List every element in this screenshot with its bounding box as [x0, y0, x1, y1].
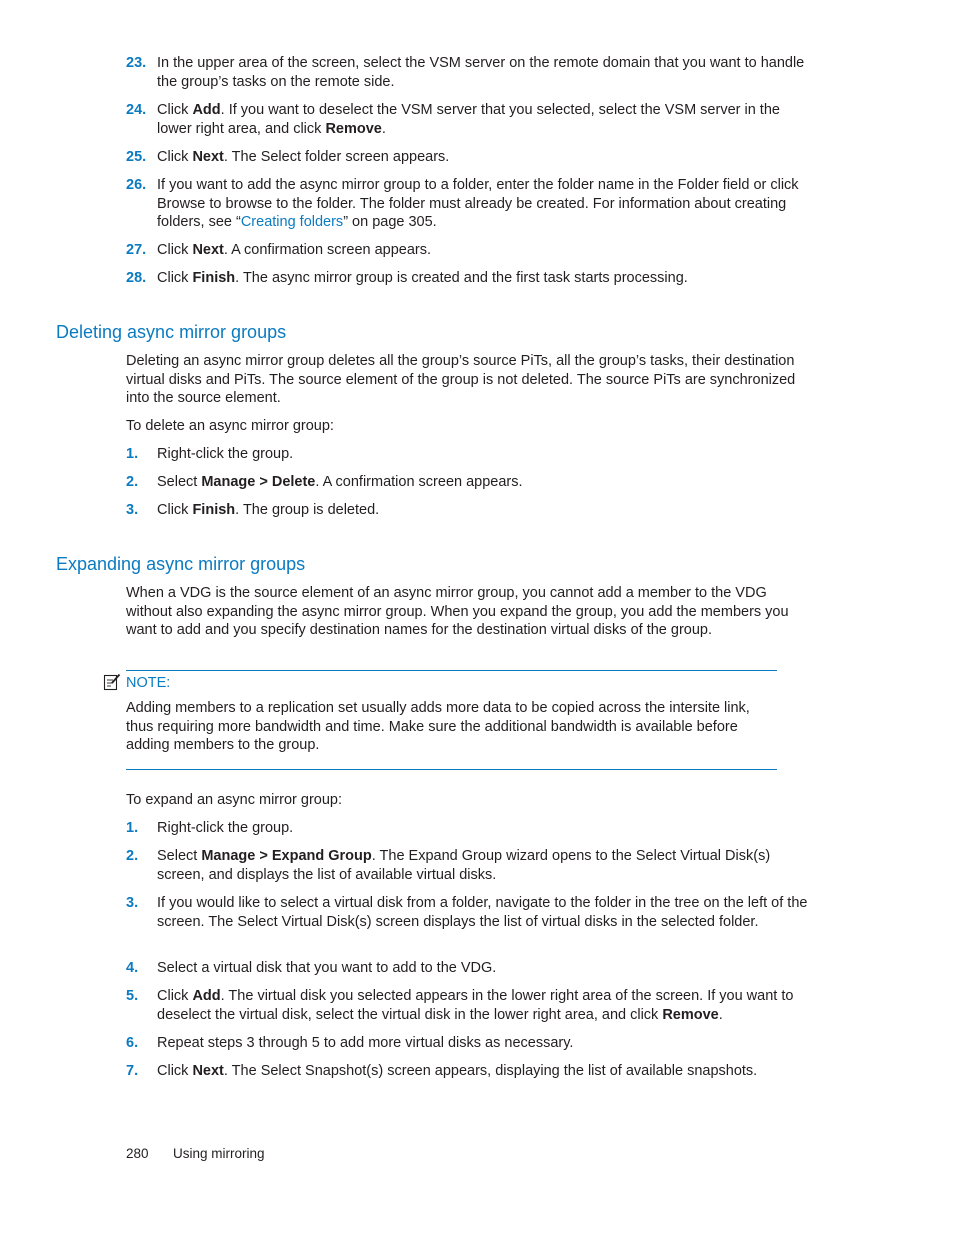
step-text — [157, 54, 816, 91]
text-run: In the upper area of the screen, select the VSM server on the remote domain that you want to handle the group’s tasks on the remote side. — [157, 55, 805, 90]
delete-step-3 — [126, 501, 816, 520]
text-run: Select — [157, 474, 202, 490]
ui-term: Next — [192, 149, 224, 165]
step-number: 6. — [126, 1035, 139, 1051]
section-heading-expand: Expanding async mirror groups — [56, 554, 306, 574]
footer-section-title: Using mirroring — [173, 1146, 265, 1161]
ui-term: Remove — [325, 120, 382, 137]
text-run: Click — [157, 270, 193, 286]
step-number: 24. — [126, 102, 147, 118]
page-number: 280 — [126, 1146, 149, 1161]
ui-term: Add — [192, 102, 221, 118]
step-text — [157, 501, 816, 520]
step-number: 3. — [126, 502, 139, 518]
step-text — [157, 445, 816, 464]
text-run: Right-click the group. — [157, 446, 294, 462]
ui-term: Manage > Expand Group — [201, 848, 372, 864]
step-25 — [126, 148, 816, 167]
text-run: . The group is deleted. — [235, 502, 380, 518]
ui-term: Remove — [662, 1006, 719, 1023]
step-number: 27. — [126, 242, 147, 258]
step-number: 5. — [126, 988, 139, 1004]
step-text — [157, 959, 816, 978]
step-number: 2. — [126, 848, 139, 864]
step-text — [157, 1062, 816, 1081]
step-number: 1. — [126, 820, 139, 836]
expand-step-2 — [126, 847, 816, 884]
step-number: 2. — [126, 474, 139, 490]
step-26 — [126, 176, 816, 232]
ui-term: Next — [192, 242, 224, 258]
text-run: Click — [157, 988, 193, 1004]
step-text — [157, 819, 816, 838]
delete-step-1 — [126, 445, 816, 464]
delete-step-2 — [126, 473, 816, 492]
delete-intro: Deleting an async mirror group deletes all the group’s source PiTs, all the group’s tasks, their destination virtual disks and PiTs. The source element of the group is not deleted. The source PiTs are synchronized into the source element. — [126, 353, 796, 407]
text-run: Select a virtual disk that you want to add to the VDG. — [157, 960, 497, 976]
text-run: Click — [157, 149, 193, 165]
step-number: 23. — [126, 55, 147, 71]
step-text — [157, 176, 816, 232]
text-run: . A confirmation screen appears. — [223, 242, 432, 258]
step-text — [157, 101, 816, 138]
text-run: Right-click the group. — [157, 820, 294, 836]
text-run: . The Select folder screen appears. — [223, 149, 450, 165]
note-text: Adding members to a replication set usually adds more data to be copied across the intersite link, thus requiring more bandwidth and time. Make sure the additional bandwidth is available before adding members to the group. — [126, 700, 750, 754]
step-text — [157, 241, 816, 260]
text-run: . The Select Snapshot(s) screen appears, displaying the list of available snapshots. — [223, 1063, 758, 1079]
text-run: . The async mirror group is created and the first task starts processing. — [235, 270, 688, 286]
step-text — [157, 894, 816, 931]
delete-lead: To delete an async mirror group: — [126, 418, 334, 434]
step-text — [157, 847, 816, 884]
note-bottom-rule — [126, 769, 777, 770]
text-run: Click — [157, 242, 193, 258]
text-run: Click — [157, 1063, 193, 1079]
ui-term: Finish — [192, 502, 236, 518]
text-run: Select — [157, 848, 202, 864]
step-number: 28. — [126, 270, 147, 286]
note-top-rule — [126, 670, 777, 671]
ui-term: Manage > Delete — [201, 474, 316, 490]
text-run: If you would like to select a virtual disk from a folder, navigate to the folder in the tree on the left of the screen. The Select Virtual Disk(s) screen displays the list of virtual disks in the selected folder. — [157, 895, 808, 930]
text-run: Repeat steps 3 through 5 to add more virtual disks as necessary. — [157, 1035, 574, 1051]
step-23 — [126, 54, 816, 91]
step-number: 3. — [126, 895, 139, 911]
note-label: NOTE: — [126, 675, 171, 691]
expand-step-6 — [126, 1034, 816, 1053]
expand-step-1 — [126, 819, 816, 838]
step-text — [157, 473, 816, 492]
expand-step-5 — [126, 987, 816, 1024]
text-run: . — [718, 1006, 723, 1023]
text-run: . The virtual disk you selected appears in the lower right area of the screen. If you want to deselect the virtual disk, select the virtual disk in the lower right area, and click — [157, 988, 794, 1023]
text-run: . — [381, 120, 386, 137]
text-run: Click — [157, 102, 193, 118]
step-text — [157, 1034, 816, 1053]
step-text — [157, 148, 816, 167]
note-pencil-icon — [103, 673, 121, 691]
step-28 — [126, 269, 816, 288]
step-24 — [126, 101, 816, 138]
expand-intro: When a VDG is the source element of an async mirror group, you cannot add a member to the VDG without also expanding the async mirror group. When you expand the group, you add the members you want to add and you specify destination names for the destination virtual disks of the group. — [126, 585, 789, 639]
step-text — [157, 269, 816, 288]
step-number: 4. — [126, 960, 139, 976]
text-run: ” on page 305. — [343, 214, 437, 231]
text-run: . If you want to deselect the VSM server that you selected, select the VSM server in the lower right area, and click — [157, 102, 780, 137]
expand-step-4 — [126, 959, 816, 978]
text-run: . A confirmation screen appears. — [315, 474, 523, 490]
ui-term: Next — [192, 1063, 224, 1079]
step-number: 1. — [126, 446, 139, 462]
expand-step-3 — [126, 894, 816, 931]
expand-step-7 — [126, 1062, 816, 1081]
expand-lead: To expand an async mirror group: — [126, 792, 342, 808]
text-run: . The Expand Group wizard opens to the Select Virtual Disk(s) screen, and displays the list of available virtual disks. — [157, 848, 771, 883]
text-run: If you want to add the async mirror group to a folder, enter the folder name in the Folder field or click Browse to browse to the folder. The folder must already be created. For information about creating folders, see “ — [157, 177, 799, 231]
step-number: 7. — [126, 1063, 139, 1079]
creating-folders-link[interactable]: Creating folders — [240, 214, 344, 231]
section-heading-delete: Deleting async mirror groups — [56, 322, 287, 342]
step-number: 25. — [126, 149, 147, 165]
text-run: Click — [157, 502, 193, 518]
step-text — [157, 987, 816, 1024]
ui-term: Finish — [192, 270, 236, 286]
step-number: 26. — [126, 177, 147, 193]
step-27 — [126, 241, 816, 260]
ui-term: Add — [192, 988, 221, 1004]
